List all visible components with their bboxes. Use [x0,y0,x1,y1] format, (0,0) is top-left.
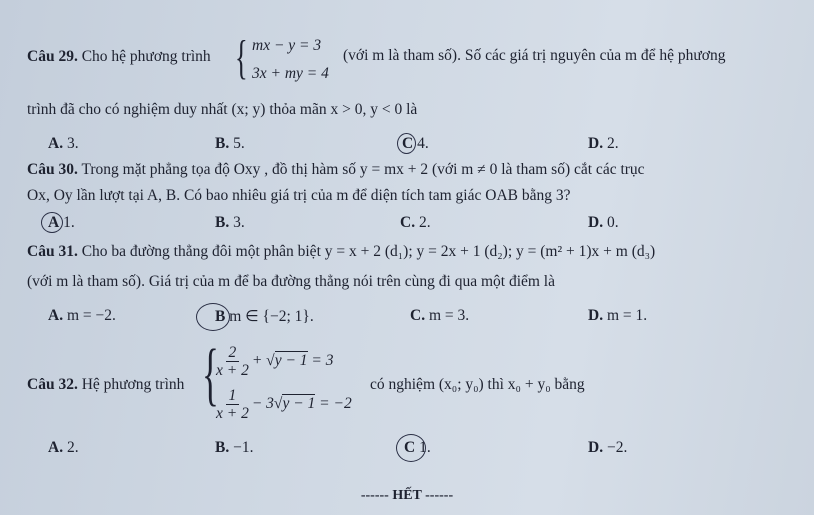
answer-letter: B [215,308,226,325]
question-label: Câu 30. [27,161,78,178]
answer-letter: C [404,439,416,456]
question-text-line2: trình đã cho có nghiệm duy nhất (x; y) thỏa mãn x > 0, y < 0 là [27,101,418,118]
radicand: y − 1 [274,352,308,370]
answer-value: m ∈ {−2; 1}. [229,308,314,325]
answer-value: 5. [233,135,245,152]
answer-letter: D. [588,214,604,231]
question-text: (với m là tham số). Số các giá trị nguyên của m để hệ phương [343,47,726,64]
question-label: Câu 32. [27,376,78,393]
question-31 [27,243,655,261]
answer-b[interactable] [215,439,253,457]
system-eq-1 [216,344,334,379]
question-intro: Hệ phương trình [81,376,185,393]
question-32 [27,376,184,394]
answer-c[interactable] [400,214,431,232]
answer-value: −1. [233,439,254,456]
answer-circle-mark [41,212,63,233]
answer-letter: C [402,135,414,152]
end-marker: ------ HẾT ------ [360,488,454,503]
answer-letter: D. [588,439,604,456]
answer-circle-mark [396,434,426,462]
answer-letter: D. [588,135,604,152]
answer-a[interactable] [48,135,79,153]
system-eq-2: 3x + my = 4 [252,65,329,82]
answer-d[interactable] [588,135,619,153]
sqrt-sign: + √ [251,352,275,370]
sqrt-sign: − 3√ [251,395,283,413]
question-text: có nghiệm (x₀; y₀) thì x₀ + y₀ bằng [370,376,585,393]
answer-letter: A. [48,439,64,456]
answer-a[interactable] [48,307,116,325]
radicand: y − 1 [282,395,316,413]
answer-d[interactable] [588,439,627,457]
answer-d[interactable] [588,214,619,232]
answer-letter: A. [48,135,64,152]
answer-value: 3. [66,135,79,152]
answer-letter: A. [48,307,64,324]
answer-value: m = 3. [428,307,470,324]
answer-letter: C. [410,307,426,324]
answer-value: 2. [66,439,79,456]
answer-a[interactable] [48,439,79,457]
answer-value: 2. [606,135,619,152]
denominator: x + 2 [216,362,249,380]
answer-b[interactable] [215,214,245,232]
question-label: Câu 29. [27,48,78,65]
system-eq-1: mx − y = 3 [252,37,322,54]
question-label: Câu 31. [27,243,78,260]
answer-circle-mark [196,303,230,331]
answer-letter: B. [215,439,230,456]
question-text: Trong mặt phẳng tọa độ Oxy , đồ thị hàm số y = mx + 2 (với m ≠ 0 là tham số) cắt các trục [81,161,645,178]
answer-value: 4. [417,135,429,152]
answer-value: m = 1. [606,307,648,324]
question-text: Cho ba đường thẳng đôi một phân biệt y = x + 2 (d₁); y = 2x + 1 (d₂); y = (m² + 1)x + m (d₃) [81,243,656,260]
question-30 [27,161,645,179]
answer-value: 1. [419,439,431,456]
answer-value: −2. [606,439,628,456]
numerator: 2 [226,344,240,362]
answer-letter: A [48,214,60,231]
numerator: 1 [226,387,240,405]
system-brace: { [235,31,248,84]
question-intro: Cho hệ phương trình [81,48,211,65]
answer-circle-mark [397,133,416,154]
answer-b[interactable] [215,135,245,153]
eq-rhs: = 3 [311,352,334,370]
answer-letter: B. [215,214,230,231]
denominator: x + 2 [216,405,249,423]
answer-value: 2. [418,214,431,231]
answer-c[interactable] [410,307,469,325]
system-eq-2 [216,387,352,422]
answer-letter: B. [215,135,230,152]
question-text-line2: Ox, Oy lần lượt tại A, B. Có bao nhiêu giá trị của m để diện tích tam giác OAB bằng 3? [27,187,571,204]
answer-value: m = −2. [66,307,116,324]
answer-value: 0. [606,214,619,231]
answer-letter: C. [400,214,416,231]
answer-value: 3. [233,214,245,231]
question-text-line2: (với m là tham số). Giá trị của m để ba đường thẳng nói trên cùng đi qua một điểm là [27,273,555,290]
system-brace: { [202,336,219,413]
answer-value: 1. [63,214,75,231]
question-29 [27,48,211,66]
answer-d[interactable] [588,307,647,325]
answer-letter: D. [588,307,604,324]
eq-rhs: = −2 [319,395,352,413]
